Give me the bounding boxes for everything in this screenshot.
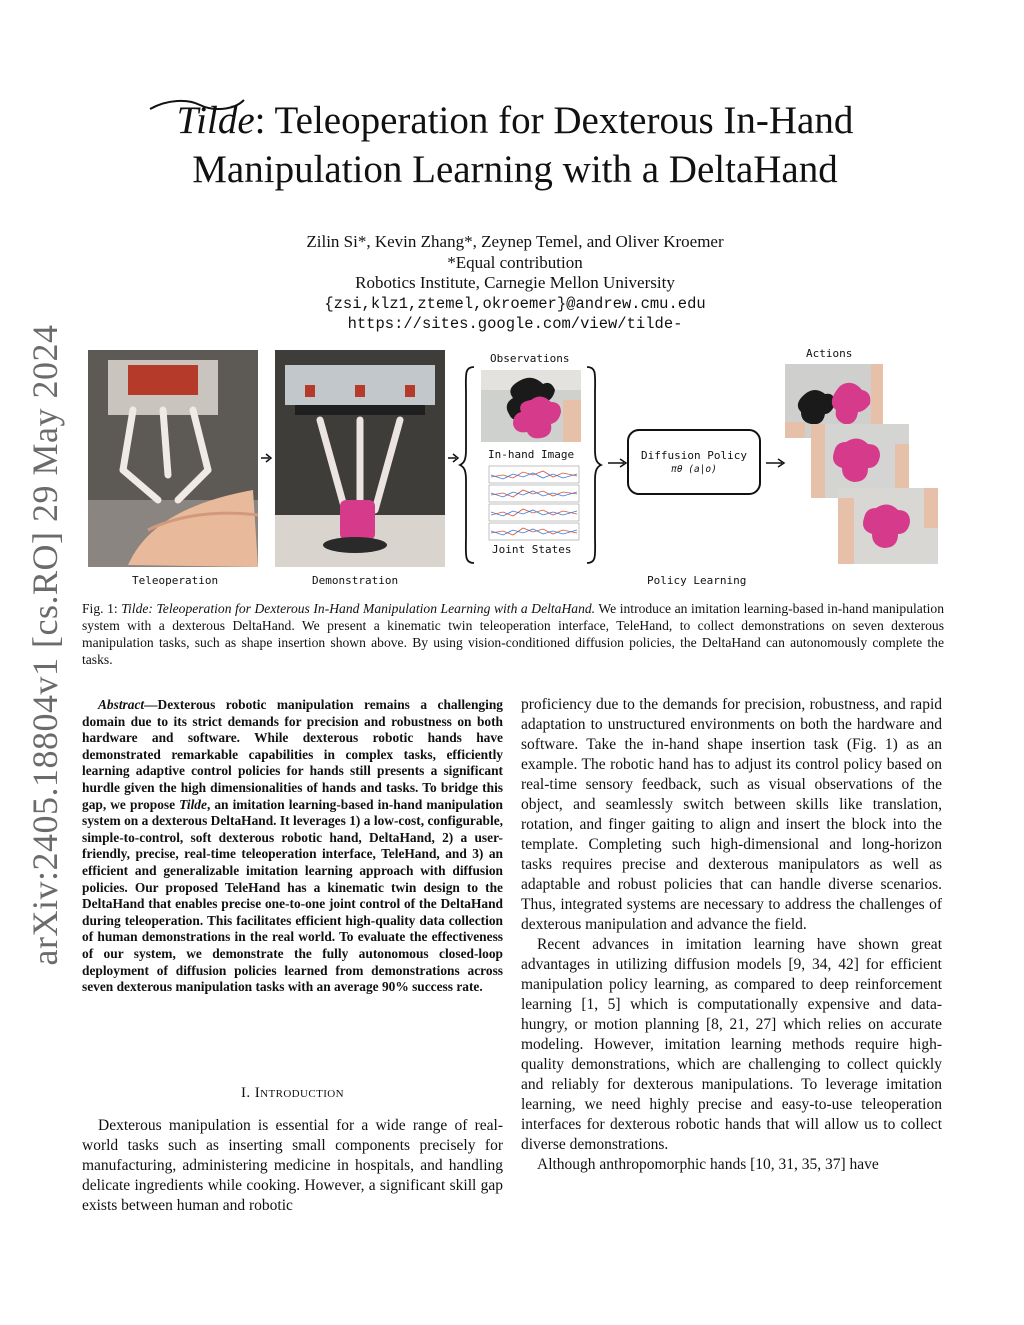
abstract-heading: Abstract <box>98 697 145 712</box>
section-heading-introduction <box>82 1085 503 1102</box>
figure-caption <box>82 600 944 668</box>
section-numeral: I. <box>241 1085 255 1101</box>
intro-paragraph-1: Dexterous manipulation is essential for a wide range of real-world tasks such as inserting small components precisely for manufacturing, administering medicine in hospitals, and handling delicate ingredients while cooking. However, a significant skill gap exists between human and robotic <box>82 1117 503 1214</box>
intro-paragraph-1-continued: proficiency due to the demands for precision, robustness, and rapid adaptation to unstructured environments on both the hardware and software. Take the in-hand shape insertion task (Fig. 1) as an example. The robotic hand has to adjust its control policy based on real-time sensory feedback, such as visual observations of the object, and seamlessly switch between skills like translation, rotation, and finger gaiting to align and insert the block into the template. Completing such high-dimensional and long-horizon tasks requires precise and dexterous manipulators as well as adaptable and robust policies that can handle diverse scenarios. Thus, integrated systems are necessary to address the challenges of dexterous manipulation and advance the field. <box>521 696 942 933</box>
paper-title <box>80 96 950 194</box>
action-frame-3 <box>838 488 938 564</box>
section-title: Introduction <box>254 1085 344 1101</box>
demonstration-photo <box>275 350 445 567</box>
intro-left-column <box>82 1116 503 1216</box>
label-observations: Observations <box>490 352 570 365</box>
diffusion-policy-box <box>627 429 761 495</box>
intro-paragraph-3: Although anthropomorphic hands [10, 31, 35, 37] have <box>537 1156 879 1173</box>
affiliation: Robotics Institute, Carnegie Mellon University <box>355 273 675 292</box>
action-frame-2 <box>811 424 909 498</box>
author-block <box>80 232 950 335</box>
arrow-right-icon <box>261 453 273 463</box>
label-diffusion-policy: Diffusion Policy <box>641 449 747 462</box>
intro-paragraph-2: Recent advances in imitation learning have shown great advantages in utilizing diffusion models [9, 34, 42] for efficient manipulation policy learning, as compared to deep reinforcement learning [1, 5] which is computationally expensive and data-hungry, or motion planning [8, 21, 27] which relies on accurate modeling. However, imitation learning methods require high-quality demonstrations, which are challenging to collect quickly and reliably for dexterous manipulations. To leverage imitation learning, we need highly precise and easy-to-use teleoperation interfaces for dexterous robotic hands that will allow us to collect diverse demonstrations. <box>521 936 942 1153</box>
label-teleoperation: Teleoperation <box>132 574 219 587</box>
arxiv-sidebar <box>12 324 78 966</box>
title-line2: Manipulation Learning with a DeltaHand <box>192 148 838 191</box>
title-line1-rest: : Teleoperation for Dexterous In-Hand <box>254 99 854 142</box>
arrow-right-icon <box>608 458 628 468</box>
label-policy-formula: πθ (a|o) <box>671 464 717 475</box>
arrow-right-icon <box>766 458 786 468</box>
abstract-tilde: Tilde <box>179 796 207 812</box>
label-policy-learning: Policy Learning <box>647 574 747 587</box>
caption-fig-label: Fig. 1: <box>82 601 118 616</box>
author-list: Zilin Si*, Kevin Zhang*, Zeynep Temel, and Oliver Kroemer <box>306 232 724 251</box>
abstract-dash: — <box>144 697 158 712</box>
caption-title: Tilde: Teleoperation for Dexterous In-Hand Manipulation Learning with a DeltaHand. <box>121 601 596 616</box>
abstract-text-part2: , an imitation learning-based in-hand manipulation system on a dexterous DeltaHand. It leverages 1) a low-cost, configurable, simple-to-control, soft dexterous robotic hand, DeltaHand, 2) a user-friendly, precise, real-time teleoperation interface, TeleHand, and 3) an efficient and generalizable imitation learning approach with diffusion policies. Our proposed TeleHand has a kinematic twin design to the DeltaHand that enables precise one-to-one joint control of the DeltaHand during teleoperation. This facilitates efficient high-quality data collection of human demonstrations in the real world. To evaluate the effectiveness of our system, we demonstrate the fully autonomous closed-loop deployment of diffusion policies learned from demonstrations across seven dexterous manipulation tasks with an average 90% success rate. <box>82 796 504 995</box>
label-joint-states: Joint States <box>492 543 572 556</box>
project-website-link[interactable]: https://sites.google.com/view/tilde- <box>347 315 683 333</box>
label-demonstration: Demonstration <box>312 574 399 587</box>
title-tilde-word: Tilde <box>176 99 255 142</box>
equal-contribution-note: *Equal contribution <box>447 252 583 272</box>
label-actions: Actions <box>806 347 853 360</box>
intro-right-column <box>521 695 942 1175</box>
arxiv-identifier[interactable]: arXiv:2405.18804v1 [cs.RO] 29 May 2024 <box>25 324 65 966</box>
figure-1 <box>80 345 950 590</box>
teleoperation-photo <box>88 350 258 567</box>
in-hand-image-thumbnail <box>481 370 581 442</box>
caption-body: We introduce an imitation learning-based in-hand manipulation system with a dexterous DeltaHand. We present a kinematic twin teleoperation interface, TeleHand, to collect demonstrations on seven dexterous manipulation tasks, such as shape insertion shown above. By using vision-conditioned diffusion policies, the DeltaHand can autonomously complete the tasks. <box>82 601 944 667</box>
author-emails[interactable]: {zsi,klz1,ztemel,okroemer}@andrew.cmu.edu <box>324 294 706 313</box>
abstract <box>82 697 503 996</box>
abstract-text-part1: Dexterous robotic manipulation remains a challenging domain due to its strict demands for precision and robustness on both hardware and software. While dexterous robotic hands have demonstrated remarkable capabilities in complex tasks, efficiently learning adaptive control policies for hands still presents a significant hurdle given the high dimensionalities of hands and tasks. To bridge this gap, we propose <box>82 697 503 812</box>
left-brace-icon <box>458 365 476 565</box>
joint-states-plot <box>483 463 581 543</box>
right-brace-icon <box>585 365 603 565</box>
label-in-hand-image: In-hand Image <box>488 448 575 461</box>
